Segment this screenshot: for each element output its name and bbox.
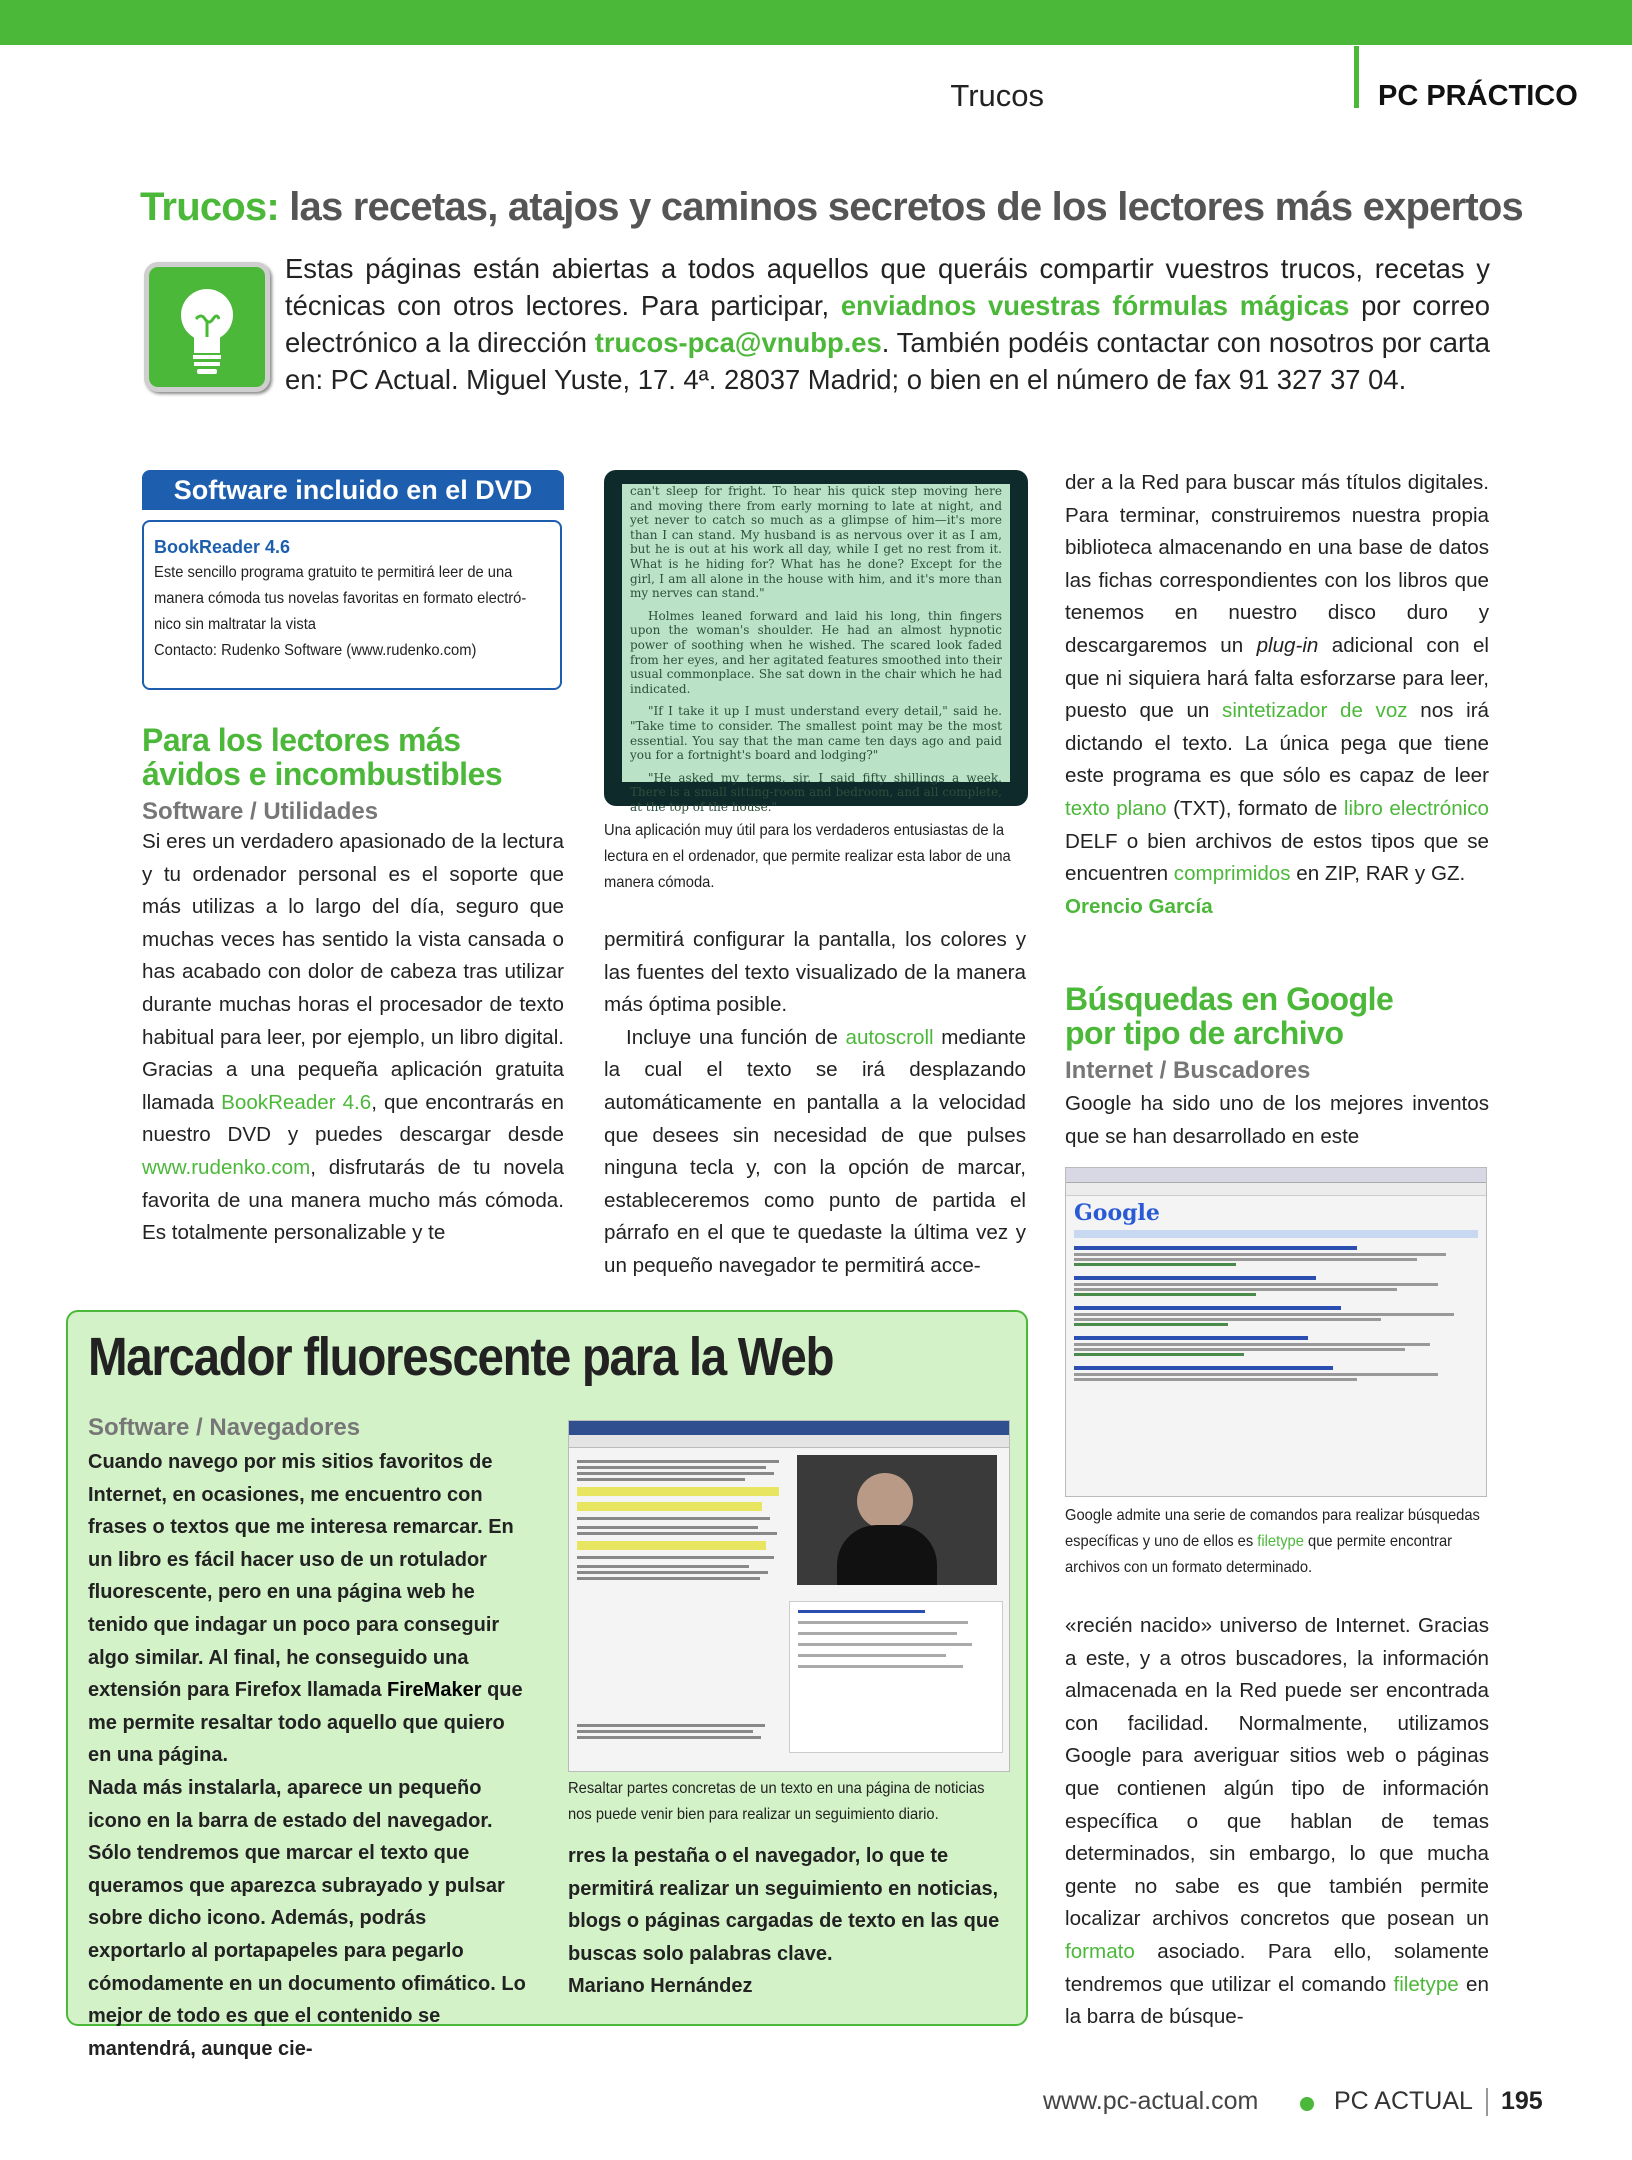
article1-col3-text-c: nos irá dictando el texto. La única pega que tiene este programa es que sólo es capaz de leer: [1065, 699, 1489, 788]
news-article-text-bottom: [577, 1721, 777, 1742]
article1-col2: [604, 924, 1026, 1288]
article1-text-c: , disfrutarás de tu novela favorita de una manera mucho más cómoda. Es totalmente personalizable y te: [142, 1155, 564, 1245]
article1-col3-text-f: en ZIP, RAR y GZ.: [1296, 862, 1466, 886]
article1-col1: [142, 826, 564, 1288]
ebook-para-1: can't sleep for fright. To hear his quick step moving here and moving there from early morning to late at night, and yet never to catch so much as a glimpse of him—it's more than I can stand. My husband is as nervous over it as I am, but he is out at his work all day, while I get no rest from it. What is he hiding for? What has he done? Except for the girl, I am all alone in the house with him, and it's more than my nerves can stand.": [630, 484, 1002, 601]
news-article-text: [577, 1457, 787, 1583]
news-photo: [797, 1455, 997, 1585]
autoscroll-link[interactable]: autoscroll: [845, 1025, 934, 1049]
texto-plano-link[interactable]: texto plano: [1065, 796, 1167, 820]
box-text-d: rres la pestaña o el navegador, lo que te permitirá realizar un seguimiento en noticias, blogs o páginas cargadas de texto en las que buscas solo palabras clave.: [568, 1845, 1000, 1965]
article2-text-d: en la barra de búsque-: [1065, 1972, 1489, 2029]
title-lead: Trucos:: [140, 185, 279, 229]
dvd-desc-2: manera cómoda tus novelas favoritas en formato electró-: [154, 590, 527, 607]
header-section: Trucos: [950, 78, 1044, 113]
intro-email-link[interactable]: trucos-pca@vnubp.es: [594, 327, 882, 358]
header-magazine: PC PRÁCTICO: [1378, 80, 1578, 112]
top-color-bar: [0, 0, 1632, 45]
dvd-contact: Contacto: Rudenko Software (www.rudenko.com): [154, 642, 477, 659]
article1-col2-para-1: permitirá configurar la pantalla, los colores y las fuentes del texto visualizado de la manera más óptima posible.: [604, 928, 1026, 1017]
box-text-b: que me permite resaltar todo aquello que quiero en una página.: [88, 1679, 523, 1767]
box-col2: [568, 1840, 1008, 2014]
ebook-para-3: "If I take it up I must understand every detail," said he. "Take time to consider. The smallest point may be the most essential. You say that the man came ten days ago and paid you for a fortnight's board and lodging?": [630, 704, 1002, 763]
intro-text-2: por correo electrónico a la dirección: [285, 290, 1490, 358]
article1-title-1: Para los lectores más: [142, 722, 461, 758]
article1-text-b: , que encontrarás en nuestro DVD y puedes descargar desde: [142, 1090, 564, 1147]
article2-text-c: asociado. Para ello, solamente tendremos que utilizar el comando: [1065, 1939, 1489, 1996]
article1-col3-text-d: (TXT), formato de: [1173, 796, 1338, 820]
page-title: [140, 185, 1523, 230]
article1-col2-para-2: [604, 1022, 1026, 1283]
google-results-bar: [1074, 1230, 1478, 1238]
article1-col2-text-c: mediante la cual el texto se irá desplazando automáticamente en pantalla a la velocidad que desees sin necesidad de que pulses ninguna tecla y, con la opción de marcar, estableceremos como punto de partida el párrafo en el que te quedaste la última vez y un pequeño navegador te permitirá acce-: [604, 1025, 1026, 1277]
title-rest: las recetas, atajos y caminos secretos de los lectores más expertos: [289, 185, 1523, 229]
ebook-caption: Una aplicación muy útil para los verdaderos entusiastas de la lectura en el ordenador, que permite realizar esta labor de una manera cómoda.: [604, 822, 1011, 891]
header-divider: [1354, 46, 1359, 108]
intro-paragraph: [285, 250, 1490, 398]
article2-title-1: Búsquedas en Google: [1065, 981, 1394, 1017]
comprimidos-link[interactable]: comprimidos: [1173, 862, 1291, 886]
google-caption-link[interactable]: filetype: [1257, 1533, 1304, 1550]
article1-category: Software / Utilidades: [142, 798, 379, 825]
firemaker-term: FireMaker: [387, 1679, 482, 1702]
formato-link[interactable]: formato: [1065, 1939, 1135, 1963]
highlighted-text: [577, 1487, 779, 1496]
box-title: Marcador fluorescente para la Web: [88, 1327, 834, 1387]
article1-heading: [142, 723, 572, 827]
sintetizador-link[interactable]: sintetizador de voz: [1222, 699, 1408, 723]
google-screenshot: [1065, 1167, 1487, 1497]
dvd-box: [142, 520, 562, 690]
news-browser-toolbar: [569, 1435, 1009, 1448]
google-caption-text-b: que permite encontrar archivos con un formato determinado.: [1065, 1533, 1453, 1576]
footer-dot-icon: [1300, 2097, 1314, 2111]
article1-title-2: ávidos e incombustibles: [142, 756, 503, 792]
google-address-bar: [1066, 1183, 1486, 1196]
box-category: Software / Navegadores: [88, 1414, 361, 1441]
article1-col3-text-e: DELF o bien archivos de estos tipos que se encuentren: [1065, 829, 1489, 886]
news-screenshot: [568, 1420, 1010, 1772]
dvd-tab: Software incluido en el DVD: [142, 470, 564, 510]
footer-magazine: PC ACTUAL: [1334, 2087, 1473, 2115]
google-caption: [1065, 1503, 1488, 1581]
box-author: Mariano Hernández: [568, 1975, 753, 1998]
box-text-c: Nada más instalarla, aparece un pequeño icono en la barra de estado del navegador. Sólo tendremos que marcar el texto que queramos que aparezca subrayado y pulsar sobre dicho icono. Además, podrás exportarlo al portapapeles para pegarlo cómodamente en un documento ofimático. Lo mejor de todo es que el contenido se mantendrá, aunque cie-: [88, 1776, 526, 2060]
ebook-screenshot: [622, 484, 1010, 814]
article1-author: Orencio García: [1065, 894, 1213, 918]
intro-text-3: . También podéis contactar con nosotros por carta en: PC Actual. Miguel Yuste, 17. 4ª. 28037 Madrid; o bien en el número de fax 91 327 37 04.: [285, 327, 1490, 395]
box-text-a: Cuando navego por mis sitios favoritos de Internet, en ocasiones, me encuentro con frases o textos que me interesa remarcar. En un libro es fácil hacer uso de un rotulador fluorescente, pero en una página web he tenido que indagar un poco para conseguir algo similar. Al final, he conseguido una extensión para Firefox llamada: [88, 1451, 514, 1702]
intro-text-1: Estas páginas están abiertas a todos aquellos que queráis compartir vuestros trucos, recetas y técnicas con otros lectores. Para participar,: [285, 253, 1490, 321]
footer-divider: [1486, 2088, 1488, 2116]
article1-col2-text-b: Incluye una función de: [626, 1025, 838, 1049]
article2-title-2: por tipo de archivo: [1065, 1015, 1344, 1051]
article1-text-a: Si eres un verdadero apasionado de la lectura y tu ordenador personal es el soporte que más utilizas a lo largo del día, seguro que muchas veces has sentido la vista cansada o has acabado con dolor de cabeza tras utilizar durante muchas horas el procesador de texto habitual para leer, por ejemplo, un libro digital. Gracias a una pequeña aplicación gratuita llamada: [142, 830, 564, 1114]
news-browser-titlebar: [569, 1421, 1009, 1435]
article1-col3-text-b: adicional con el que ni siquiera hará falta esforzarse para leer, puesto que un: [1065, 633, 1489, 723]
dvd-desc-1: Este sencillo programa gratuito te permitirá leer de una: [154, 564, 513, 581]
lightbulb-icon: [144, 262, 270, 392]
intro-highlight: enviadnos vuestras fórmulas mágicas: [840, 290, 1350, 321]
filetype-link[interactable]: filetype: [1393, 1972, 1459, 1996]
ebook-para-2: Holmes leaned forward and laid his long, thin fingers upon the woman's shoulder. He had an almost hypnotic power of soothing when he wished. The scared look faded from her eyes, and her agitated features smoothed into their usual commonplace. She sat down in the chair which he had indicated.: [630, 608, 1002, 696]
article1-col3: [1065, 467, 1489, 961]
footer-url[interactable]: www.pc-actual.com: [1043, 2087, 1259, 2115]
article2-category: Internet / Buscadores: [1065, 1057, 1311, 1084]
article1-col3-text-a: der a la Red para buscar más títulos digitales. Para terminar, construiremos nuestra propia biblioteca almacenando en una base de datos las fichas correspondientes con los libros que tenemos en nuestro disco duro y descargaremos un: [1065, 471, 1489, 657]
news-sidebar: [789, 1601, 1003, 1753]
dvd-software-name: BookReader 4.6: [154, 537, 291, 557]
libro-electronico-link[interactable]: libro electrónico: [1343, 796, 1489, 820]
bookreader-link[interactable]: BookReader 4.6: [221, 1090, 372, 1114]
plugin-term: plug-in: [1256, 633, 1319, 657]
google-browser-toolbar: [1066, 1168, 1486, 1183]
google-results-area: [1066, 1196, 1486, 1387]
article2-col: [1065, 1610, 1489, 2038]
google-caption-text-a: Google admite una serie de comandos para realizar búsquedas específicas y uno de ellos es: [1065, 1507, 1480, 1550]
ebook-para-4: "He asked my terms, sir. I said fifty shillings a week. There is a small sitting-room and bedroom, and all complete, at the top of the house.": [630, 770, 1002, 814]
dvd-desc-3: nico sin maltratar la vista: [154, 616, 316, 633]
google-logo: Google: [1074, 1200, 1160, 1226]
article2-text-b: «recién nacido» universo de Internet. Gracias a este, y a otros buscadores, la información almacenada en la Red puede ser encontrada con facilidad. Normalmente, utilizamos Google para averiguar sitios web o páginas que contienen algún tipo de información específica o que hablan de temas determinados, sin embargo, lo que mucha gente no sabe es que también permite localizar archivos concretos que posean un: [1065, 1614, 1489, 1931]
page-number: 195: [1501, 2087, 1543, 2115]
rudenko-link[interactable]: www.rudenko.com: [142, 1155, 311, 1179]
box-col1: [88, 1446, 528, 2060]
article2-heading: [1065, 982, 1495, 1086]
news-caption: Resaltar partes concretas de un texto en una página de noticias nos puede venir bien para realizar un seguimiento diario.: [568, 1780, 985, 1823]
article2-text-a: Google ha sido uno de los mejores inventos que se han desarrollado en este: [1065, 1092, 1489, 1148]
